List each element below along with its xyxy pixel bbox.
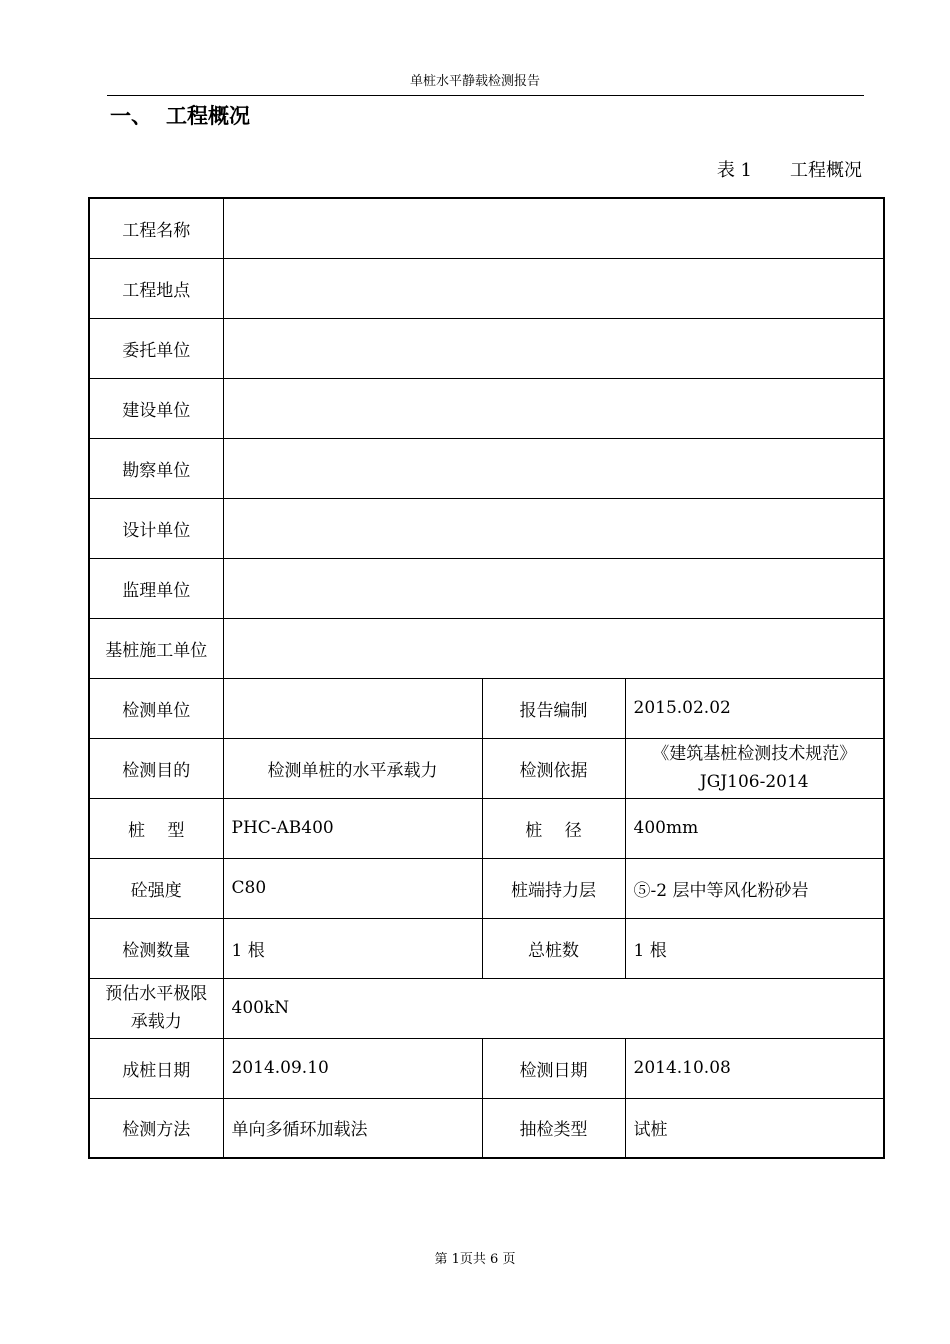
sampling-type-value: 试桩 (625, 1098, 884, 1158)
pile-completion-date-value: 2014.09.10 (223, 1038, 482, 1098)
supervision-unit-label: 监理单位 (89, 558, 223, 618)
pile-completion-date-label: 成桩日期 (89, 1038, 223, 1098)
report-date-value: 2015.02.02 (625, 678, 884, 738)
report-header-title: 单桩水平静载检测报告 (409, 74, 540, 89)
table-row (89, 858, 884, 918)
table-row (89, 678, 884, 738)
table-row (89, 978, 884, 1038)
survey-unit-label: 勘察单位 (89, 438, 223, 498)
concrete-strength-label: 砼强度 (89, 858, 223, 918)
test-date-value: 2014.10.08 (625, 1038, 884, 1098)
pile-type-value: PHC-AB400 (223, 798, 482, 858)
section-title (110, 100, 250, 130)
table-row (89, 618, 884, 678)
project-overview-table (88, 197, 885, 1159)
table-row (89, 798, 884, 858)
pile-diameter-value: 400mm (625, 798, 884, 858)
header-divider (107, 95, 864, 96)
basis-label: 检测依据 (482, 738, 625, 798)
project-location-label: 工程地点 (89, 258, 223, 318)
pile-contractor-value (223, 618, 884, 678)
table-row (89, 198, 884, 258)
table-row (89, 1038, 884, 1098)
total-piles-label: 总桩数 (482, 918, 625, 978)
capacity-label-line1: 预估水平极限 (105, 984, 208, 1004)
table-row (89, 258, 884, 318)
table-row (89, 318, 884, 378)
table-row (89, 438, 884, 498)
construction-unit-value (223, 378, 884, 438)
capacity-label (89, 978, 223, 1038)
table-caption (717, 156, 862, 182)
bearing-layer-value: ⑤-2 层中等风化粉砂岩 (625, 858, 884, 918)
table-row (89, 738, 884, 798)
inspection-unit-value (223, 678, 482, 738)
client-unit-label: 委托单位 (89, 318, 223, 378)
sampling-type-label: 抽检类型 (482, 1098, 625, 1158)
test-method-value: 单向多循环加载法 (223, 1098, 482, 1158)
table-title: 工程概况 (790, 160, 862, 181)
inspection-unit-label: 检测单位 (89, 678, 223, 738)
test-count-value: 1 根 (223, 918, 482, 978)
project-name-label: 工程名称 (89, 198, 223, 258)
project-location-value (223, 258, 884, 318)
table-number: 表 1 (716, 160, 752, 181)
design-unit-value (223, 498, 884, 558)
pile-type-label: 桩 型 (89, 798, 223, 858)
supervision-unit-value (223, 558, 884, 618)
project-name-value (223, 198, 884, 258)
design-unit-label: 设计单位 (89, 498, 223, 558)
pile-diameter-label: 桩 径 (482, 798, 625, 858)
table-row (89, 498, 884, 558)
test-count-label: 检测数量 (89, 918, 223, 978)
purpose-label: 检测目的 (89, 738, 223, 798)
table-row (89, 918, 884, 978)
table-row (89, 558, 884, 618)
capacity-label-line2: 承载力 (130, 1012, 182, 1032)
basis-value-line1: 《建筑基桩检测技术规范》 (652, 744, 857, 764)
construction-unit-label: 建设单位 (89, 378, 223, 438)
survey-unit-value (223, 438, 884, 498)
page-footer: 第 1页共 6 页 (434, 1252, 516, 1267)
basis-value (625, 738, 884, 798)
test-date-label: 检测日期 (482, 1038, 625, 1098)
bearing-layer-label: 桩端持力层 (482, 858, 625, 918)
total-piles-value: 1 根 (625, 918, 884, 978)
capacity-value: 400kN (223, 978, 884, 1038)
client-unit-value (223, 318, 884, 378)
table-row (89, 1098, 884, 1158)
basis-value-line2: JGJ106-2014 (699, 772, 809, 792)
concrete-strength-value: C80 (223, 858, 482, 918)
section-title-text: 工程概况 (166, 104, 250, 128)
table-row (89, 378, 884, 438)
purpose-value: 检测单桩的水平承载力 (223, 738, 482, 798)
report-date-label: 报告编制 (482, 678, 625, 738)
section-number: 一、 (110, 104, 152, 128)
pile-contractor-label: 基桩施工单位 (89, 618, 223, 678)
test-method-label: 检测方法 (89, 1098, 223, 1158)
